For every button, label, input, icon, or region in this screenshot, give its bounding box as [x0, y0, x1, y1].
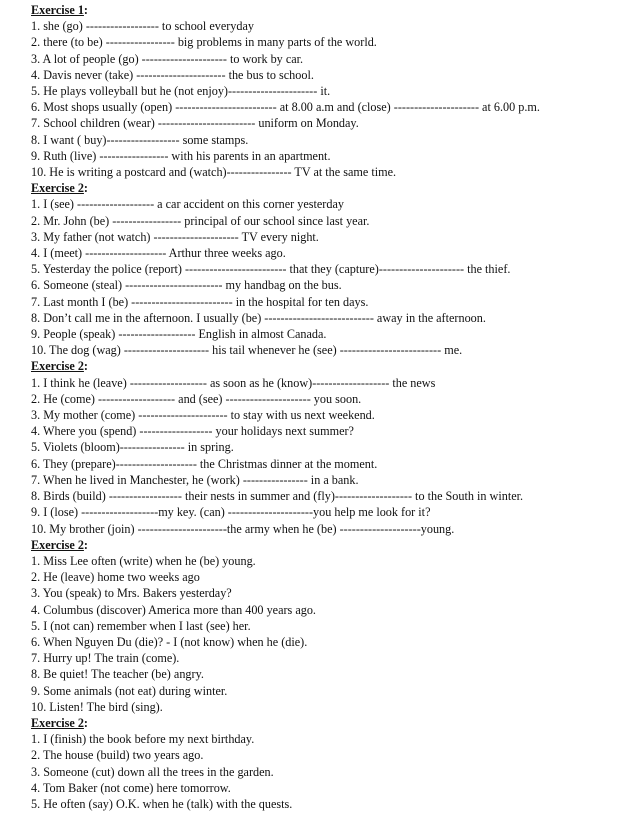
exercise-item: 1. she (go) ------------------ to school everyday — [31, 19, 254, 34]
exercise-item: 9. People (speak) ------------------- English in almost Canada. — [31, 327, 327, 342]
exercise-section-5 — [31, 715, 631, 812]
exercise-item: 7. School children (wear) ------------------------ uniform on Monday. — [31, 116, 359, 131]
exercise-item: 4. Tom Baker (not come) here tomorrow. — [31, 780, 231, 795]
exercise-item: 10. Listen! The bird (sing). — [31, 699, 163, 714]
exercise-section-1 — [31, 2, 631, 180]
exercise-item: 4. Davis never (take) ---------------------- the bus to school. — [31, 67, 314, 82]
exercise-item: 6. Someone (steal) ------------------------ my handbag on the bus. — [31, 278, 342, 293]
exercise-item: 1. I (see) ------------------- a car accident on this corner yesterday — [31, 197, 344, 212]
exercise-item: 2. Mr. John (be) ----------------- principal of our school since last year. — [31, 213, 370, 228]
exercise-item: 5. He plays volleyball but he (not enjoy)---------------------- it. — [31, 84, 331, 99]
exercise-item: 8. Don’t call me in the afternoon. I usually (be) --------------------------- away in the afternoon. — [31, 310, 486, 325]
exercise-item: 7. Last month I (be) ------------------------- in the hospital for ten days. — [31, 294, 369, 309]
exercise-title-colon: : — [83, 3, 88, 17]
exercise-section-4 — [31, 537, 631, 715]
exercise-item: 3. You (speak) to Mrs. Bakers yesterday? — [31, 586, 232, 601]
exercise-item: 9. I (lose) -------------------my key. (can) ---------------------you help me look for it? — [31, 505, 431, 520]
exercise-item: 5. He often (say) O.K. when he (talk) with the quests. — [31, 796, 293, 811]
exercise-item: 4. I (meet) -------------------- Arthur three weeks ago. — [31, 246, 286, 261]
exercise-item: 4. Columbus (discover) America more than 400 years ago. — [31, 602, 316, 617]
exercise-title-colon: : — [83, 359, 88, 374]
exercise-heading — [31, 537, 631, 553]
exercise-item: 5. Yesterday the police (report) ------------------------- that they (capture)--------------------- the thief. — [31, 262, 511, 277]
exercise-item: 3. My mother (come) ---------------------- to stay with us next weekend. — [31, 408, 375, 423]
exercise-title: Exercise 1 — [31, 3, 84, 17]
exercise-item: 5. Violets (bloom)---------------- in spring. — [31, 440, 234, 455]
worksheet-page — [31, 2, 631, 812]
exercise-heading — [31, 715, 631, 731]
exercise-item: 7. Hurry up! The train (come). — [31, 651, 180, 666]
exercise-item: 2. He (leave) home two weeks ago — [31, 570, 200, 585]
exercise-item: 7. When he lived in Manchester, he (work) ---------------- in a bank. — [31, 472, 359, 487]
exercise-heading — [31, 358, 631, 374]
exercise-item: 9. Some animals (not eat) during winter. — [31, 683, 228, 698]
exercise-title-colon: : — [83, 715, 88, 730]
exercise-item: 5. I (not can) remember when I last (see) her. — [31, 618, 251, 633]
exercise-item: 3. A lot of people (go) --------------------- to work by car. — [31, 51, 304, 66]
exercise-item: 9. Ruth (live) ----------------- with his parents in an apartment. — [31, 148, 331, 163]
exercise-item: 2. The house (build) two years ago. — [31, 748, 204, 763]
exercise-item: 8. Be quiet! The teacher (be) angry. — [31, 667, 204, 682]
exercise-title-colon: : — [83, 537, 88, 552]
exercise-section-2 — [31, 180, 631, 358]
exercise-item: 1. I (finish) the book before my next birthday. — [31, 732, 255, 747]
exercise-item: 10. He is writing a postcard and (watch)---------------- TV at the same time. — [31, 165, 397, 180]
exercise-item: 8. I want ( buy)------------------ some stamps. — [31, 132, 249, 147]
exercise-title-colon: : — [83, 181, 88, 196]
exercise-item: 6. When Nguyen Du (die)? - I (not know) when he (die). — [31, 634, 308, 649]
exercise-heading — [31, 2, 631, 18]
exercise-item: 3. Someone (cut) down all the trees in the garden. — [31, 764, 274, 779]
exercise-item: 2. He (come) ------------------- and (see) --------------------- you soon. — [31, 391, 362, 406]
exercise-item: 4. Where you (spend) ------------------ your holidays next summer? — [31, 424, 354, 439]
exercise-item: 1. I think he (leave) ------------------- as soon as he (know)------------------- the news — [31, 375, 436, 390]
exercise-item: 10. My brother (join) ----------------------the army when he (be) --------------------young. — [31, 521, 455, 536]
exercise-title: Exercise 2 — [31, 537, 84, 552]
exercise-item: 6. They (prepare)-------------------- the Christmas dinner at the moment. — [31, 456, 378, 471]
exercise-heading — [31, 180, 631, 196]
exercise-item: 2. there (to be) ----------------- big problems in many parts of the world. — [31, 35, 377, 50]
exercise-item: 8. Birds (build) ------------------ their nests in summer and (fly)------------------- to the South in winter. — [31, 489, 524, 504]
exercise-item: 10. The dog (wag) --------------------- his tail whenever he (see) ------------------------- me. — [31, 343, 463, 358]
exercise-item: 1. Miss Lee often (write) when he (be) young. — [31, 553, 256, 568]
exercise-title: Exercise 2 — [31, 181, 84, 196]
exercise-item: 3. My father (not watch) --------------------- TV every night. — [31, 229, 319, 244]
exercise-section-3 — [31, 358, 631, 536]
exercise-item: 6. Most shops usually (open) ------------------------- at 8.00 a.m and (close) --------------------- at 6.00 p.m. — [31, 100, 540, 115]
exercise-title: Exercise 2 — [31, 715, 84, 730]
exercise-title: Exercise 2 — [31, 359, 84, 374]
